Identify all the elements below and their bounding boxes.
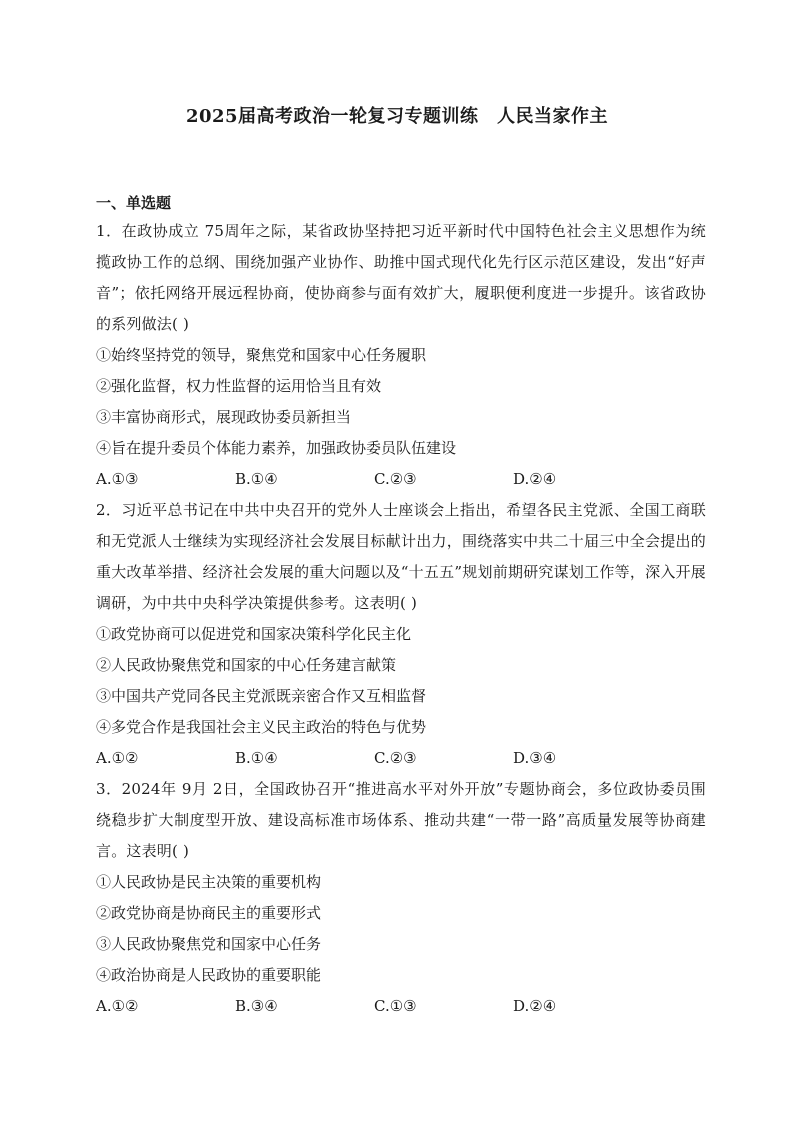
answer-choices [96,464,706,495]
question-stem: 2．习近平总书记在中共中央召开的党外人士座谈会上指出，希望各民主党派、全国工商联和无党派人士继续为实现经济社会发展目标献计出力，围绕落实中共二十届三中全会提出的重大改革举措、经济社会发展的重大问题以及“十五五”规划前期研究谋划工作等，深入开展调研，为中共中央科学决策提供参考。这表明( ) [96,501,706,612]
answer-c: C.②③ [374,749,417,767]
question-2 [96,495,706,774]
question-stem: 1．在政协成立 75周年之际，某省政协坚持把习近平新时代中国特色社会主义思想作为统揽政协工作的总纲、围绕加强产业协作、助推中国式现代化先行区示范区建设，发出“好声音”；依托网络开展远程协商，使协商参与面有效扩大，履职便利度进一步提升。该省政协的系列做法( ) [96,222,706,333]
answer-d: D.③④ [513,749,557,767]
option-3: ③丰富协商形式，展现政协委员新担当 [96,408,352,426]
answer-choices [96,991,706,1022]
answer-b: B.③④ [235,997,278,1015]
option-1: ①始终坚持党的领导，聚焦党和国家中心任务履职 [96,346,427,364]
option-2: ②政党协商是协商民主的重要形式 [96,904,322,922]
question-stem: 3．2024年 9月 2日，全国政协召开“推进高水平对外开放”专题协商会，多位政协委员围绕稳步扩大制度型开放、建设高标准市场体系、推动共建“一带一路”高质量发展等协商建言。这表明( ) [96,780,706,860]
document-content [96,190,706,1022]
option-3: ③中国共产党同各民主党派既亲密合作又互相监督 [96,687,427,705]
option-2: ②强化监督，权力性监督的运用恰当且有效 [96,377,382,395]
question-1 [96,216,706,495]
answer-c: C.①③ [374,997,417,1015]
option-1: ①政党协商可以促进党和国家决策科学化民主化 [96,625,412,643]
option-3: ③人民政协聚焦党和国家中心任务 [96,935,322,953]
answer-a: A.①② [96,997,139,1015]
answer-b: B.①④ [235,749,278,767]
answer-a: A.①② [96,749,139,767]
question-3 [96,774,706,1022]
answer-choices [96,743,706,774]
option-2: ②人民政协聚焦党和国家的中心任务建言献策 [96,656,397,674]
answer-b: B.①④ [235,470,278,488]
answer-d: D.②④ [513,470,557,488]
option-4: ④政治协商是人民政协的重要职能 [96,966,322,984]
option-1: ①人民政协是民主决策的重要机构 [96,873,322,891]
answer-d: D.②④ [513,997,557,1015]
option-4: ④旨在提升委员个体能力素养，加强政协委员队伍建设 [96,439,457,457]
section-heading: 一、单选题 [96,194,172,212]
answer-c: C.②③ [374,470,417,488]
answer-a: A.①③ [96,470,139,488]
document-title: 2025届高考政治一轮复习专题训练 人民当家作主 [185,106,609,127]
option-4: ④多党合作是我国社会主义民主政治的特色与优势 [96,718,427,736]
